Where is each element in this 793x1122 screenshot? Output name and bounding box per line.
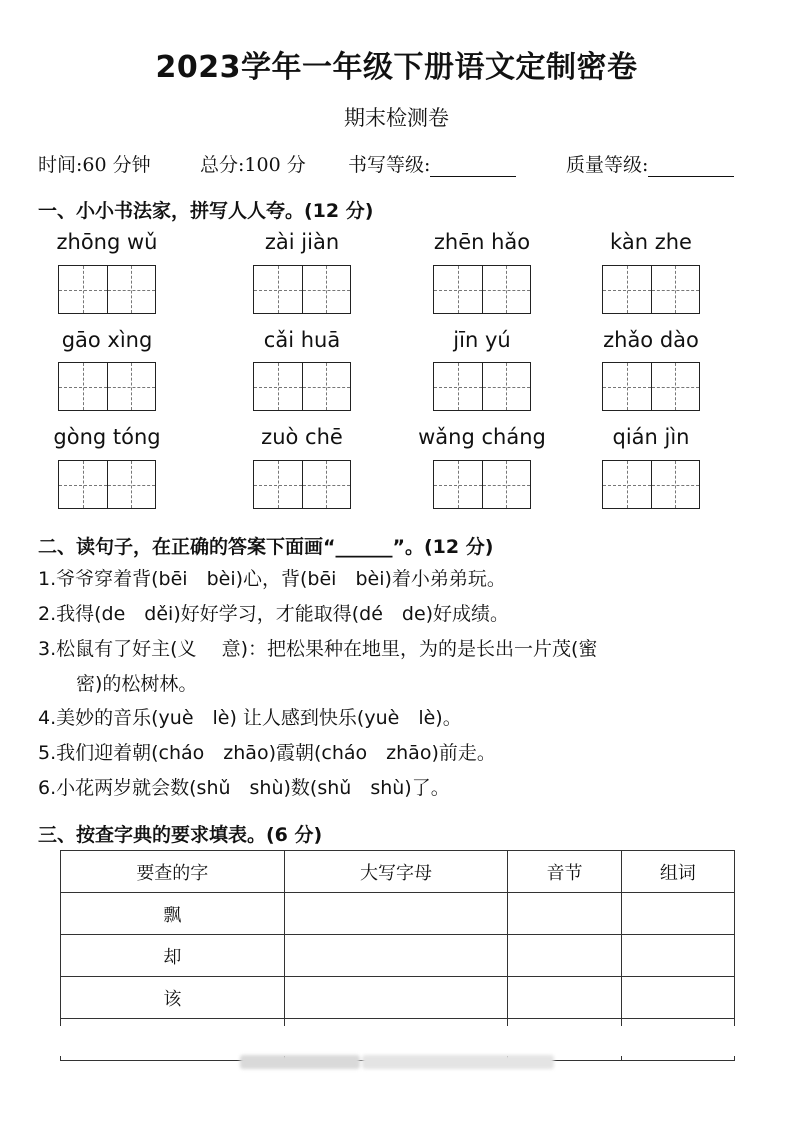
character-writing-box[interactable] bbox=[58, 265, 156, 314]
character-writing-box[interactable] bbox=[253, 362, 351, 411]
tianzige-cell[interactable] bbox=[107, 363, 156, 410]
section2-heading: 二、读句子，在正确的答案下面画“______”。(12 分) bbox=[38, 536, 494, 558]
tianzige-cell[interactable] bbox=[434, 363, 482, 410]
question-1: 1.爷爷穿着背(bēi bèi)心，背(bēi bèi)着小弟弟玩。 bbox=[38, 568, 506, 590]
pinyin-label: zhǎo dào bbox=[603, 328, 699, 352]
column-header: 音节 bbox=[508, 851, 621, 893]
answer-cell[interactable] bbox=[284, 935, 508, 977]
lookup-character: 却 bbox=[61, 935, 285, 977]
blurred-watermark bbox=[362, 1055, 554, 1069]
pinyin-label: jīn yú bbox=[453, 328, 511, 352]
pinyin-label: gòng tóng bbox=[53, 425, 161, 449]
character-writing-box[interactable] bbox=[433, 265, 531, 314]
tianzige-cell[interactable] bbox=[651, 461, 700, 508]
time-limit: 时间:60 分钟 bbox=[38, 154, 151, 176]
section1-heading: 一、小小书法家，拼写人人夸。(12 分) bbox=[38, 200, 374, 222]
character-writing-box[interactable] bbox=[602, 362, 700, 411]
character-writing-box[interactable] bbox=[602, 265, 700, 314]
question-5: 5.我们迎着朝(cháo zhāo)霞朝(cháo zhāo)前走。 bbox=[38, 742, 496, 764]
tianzige-cell[interactable] bbox=[434, 461, 482, 508]
pinyin-label: qián jìn bbox=[612, 425, 690, 449]
tianzige-cell[interactable] bbox=[254, 266, 302, 313]
answer-cell[interactable] bbox=[621, 893, 734, 935]
tianzige-cell[interactable] bbox=[603, 266, 651, 313]
pinyin-label: cǎi huā bbox=[263, 328, 341, 352]
tianzige-cell[interactable] bbox=[59, 266, 107, 313]
quality-grade bbox=[566, 150, 734, 177]
character-writing-box[interactable] bbox=[433, 460, 531, 509]
writing-grade-blank[interactable] bbox=[430, 154, 516, 177]
section3-heading: 三、按查字典的要求填表。(6 分) bbox=[38, 824, 323, 846]
tianzige-cell[interactable] bbox=[254, 363, 302, 410]
pinyin-label: zhōng wǔ bbox=[56, 230, 158, 254]
answer-cell[interactable] bbox=[508, 977, 621, 1019]
tianzige-cell[interactable] bbox=[107, 461, 156, 508]
total-score: 总分:100 分 bbox=[200, 154, 306, 176]
question-3: 3.松鼠有了好主(义 意)：把松果种在地里，为的是长出一片茂(蜜 bbox=[38, 638, 598, 660]
question-4: 4.美妙的音乐(yuè lè) 让人感到快乐(yuè lè)。 bbox=[38, 707, 462, 729]
question-6: 6.小花两岁就会数(shǔ shù)数(shǔ shù)了。 bbox=[38, 777, 450, 799]
column-header: 组词 bbox=[621, 851, 734, 893]
character-writing-box[interactable] bbox=[253, 265, 351, 314]
writing-grade bbox=[348, 150, 516, 177]
tianzige-cell[interactable] bbox=[651, 363, 700, 410]
answer-cell[interactable] bbox=[284, 893, 508, 935]
tianzige-cell[interactable] bbox=[107, 266, 156, 313]
tianzige-cell[interactable] bbox=[302, 266, 351, 313]
quality-grade-blank[interactable] bbox=[648, 154, 734, 177]
character-writing-box[interactable] bbox=[253, 460, 351, 509]
pinyin-label: gāo xìng bbox=[61, 328, 153, 352]
character-writing-box[interactable] bbox=[433, 362, 531, 411]
column-header: 大写字母 bbox=[284, 851, 508, 893]
character-writing-box[interactable] bbox=[58, 460, 156, 509]
answer-cell[interactable] bbox=[508, 893, 621, 935]
tianzige-cell[interactable] bbox=[482, 363, 531, 410]
table-header-row bbox=[61, 851, 735, 893]
blurred-watermark bbox=[240, 1055, 360, 1069]
question-2: 2.我得(de děi)好好学习，才能取得(dé de)好成绩。 bbox=[38, 603, 510, 625]
tianzige-cell[interactable] bbox=[651, 266, 700, 313]
answer-cell[interactable] bbox=[621, 935, 734, 977]
character-writing-box[interactable] bbox=[602, 460, 700, 509]
question-3-continued: 密)的松树林。 bbox=[76, 673, 198, 695]
tianzige-cell[interactable] bbox=[302, 363, 351, 410]
tianzige-cell[interactable] bbox=[59, 461, 107, 508]
lookup-character: 飘 bbox=[61, 893, 285, 935]
tianzige-cell[interactable] bbox=[482, 266, 531, 313]
quality-grade-label: 质量等级: bbox=[566, 154, 649, 176]
answer-cell[interactable] bbox=[284, 977, 508, 1019]
table-row bbox=[61, 893, 735, 935]
tianzige-cell[interactable] bbox=[254, 461, 302, 508]
document-subtitle: 期末检测卷 bbox=[344, 106, 449, 130]
tianzige-cell[interactable] bbox=[603, 461, 651, 508]
pinyin-label: wǎng cháng bbox=[418, 425, 546, 449]
tianzige-cell[interactable] bbox=[59, 363, 107, 410]
page-cutoff-mask bbox=[56, 1026, 746, 1056]
pinyin-label: zhēn hǎo bbox=[433, 230, 531, 254]
pinyin-label: zài jiàn bbox=[264, 230, 340, 254]
writing-grade-label: 书写等级: bbox=[348, 154, 431, 176]
lookup-character: 该 bbox=[61, 977, 285, 1019]
answer-cell[interactable] bbox=[508, 935, 621, 977]
document-title: 2023学年一年级下册语文定制密卷 bbox=[155, 50, 638, 85]
tianzige-cell[interactable] bbox=[603, 363, 651, 410]
answer-cell[interactable] bbox=[621, 977, 734, 1019]
column-header: 要查的字 bbox=[61, 851, 285, 893]
pinyin-label: kàn zhe bbox=[610, 230, 692, 254]
tianzige-cell[interactable] bbox=[434, 266, 482, 313]
pinyin-label: zuò chē bbox=[261, 425, 343, 449]
table-row bbox=[61, 977, 735, 1019]
tianzige-cell[interactable] bbox=[482, 461, 531, 508]
tianzige-cell[interactable] bbox=[302, 461, 351, 508]
table-row bbox=[61, 935, 735, 977]
character-writing-box[interactable] bbox=[58, 362, 156, 411]
